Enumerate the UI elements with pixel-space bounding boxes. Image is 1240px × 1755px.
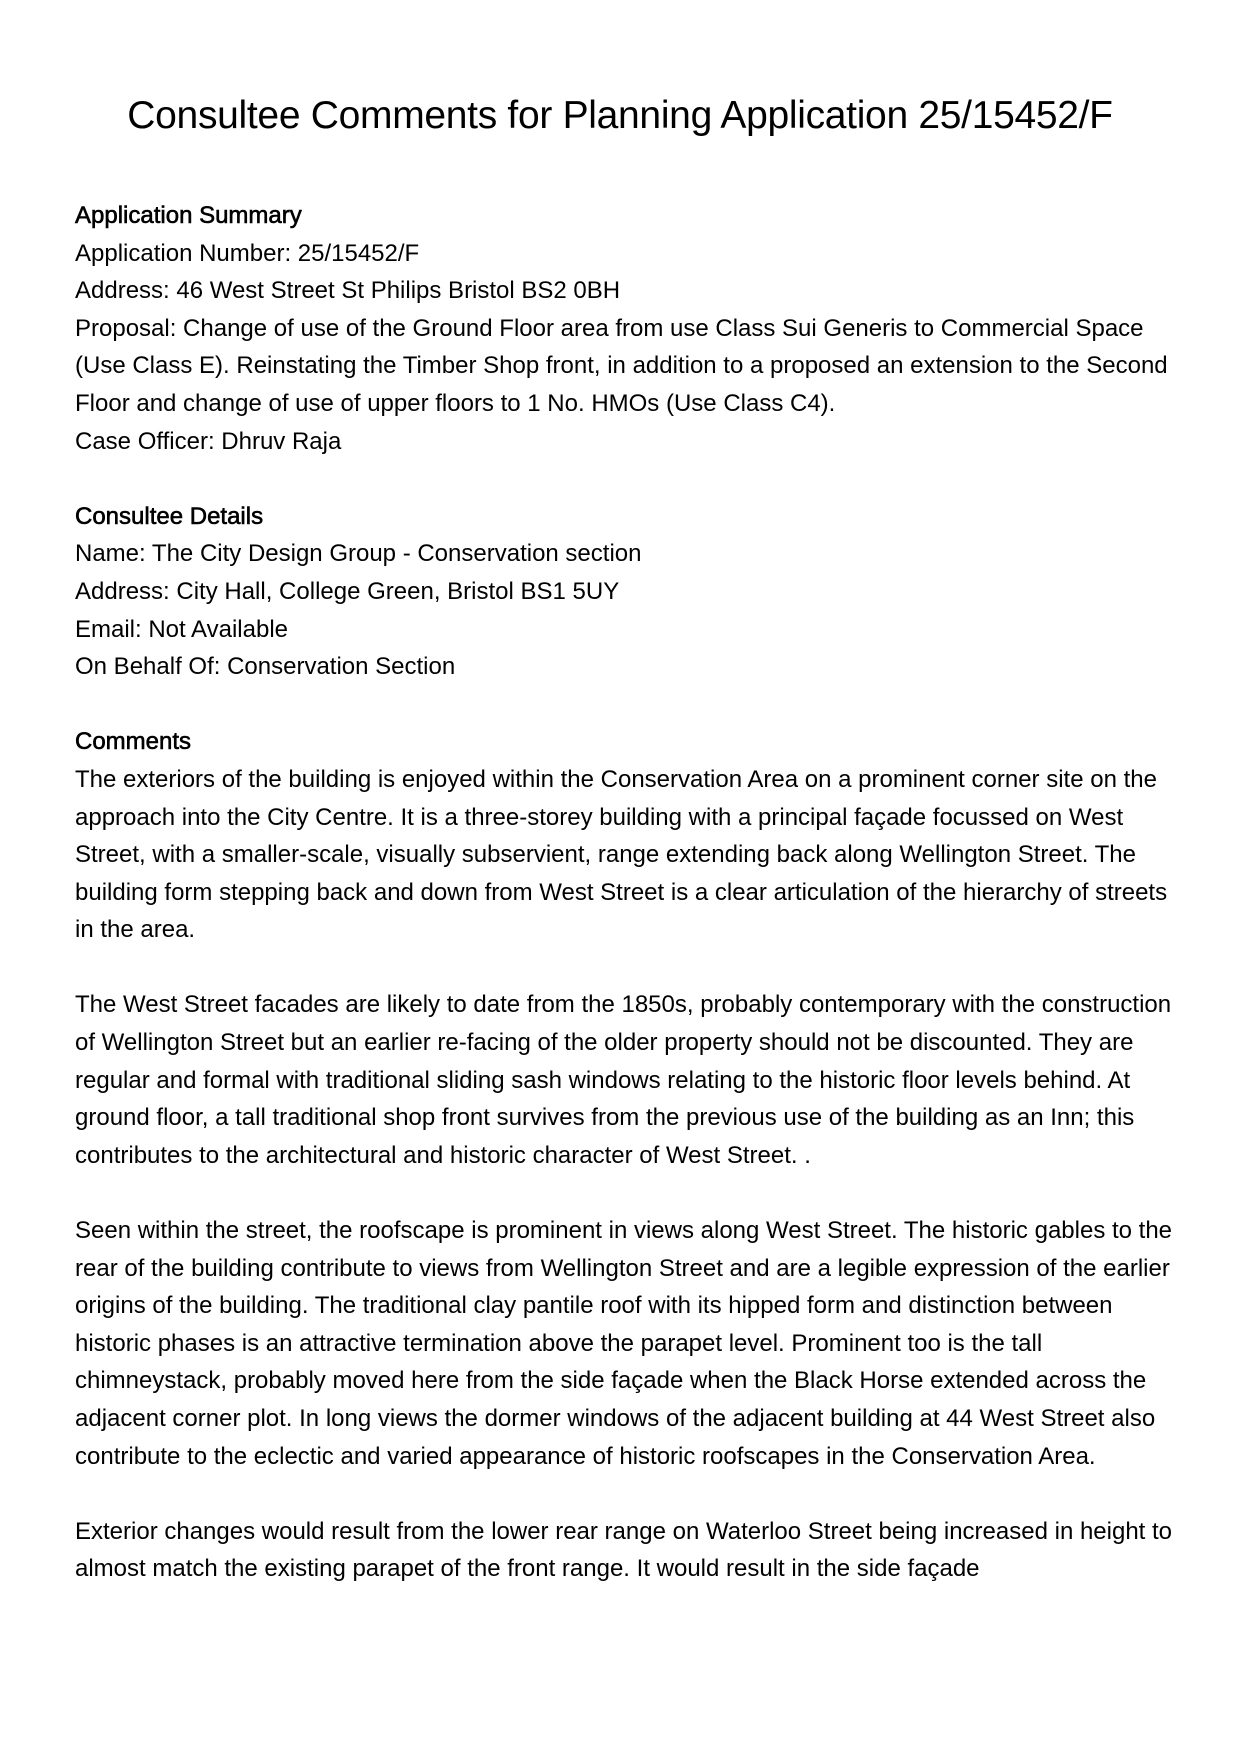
comment-paragraph: Exterior changes would result from the lower rear range on Waterloo Street being increased in height to almost match the existing parapet of the front range. It would result in the side façade [75, 1517, 1173, 1583]
document-body [75, 197, 1175, 1588]
consultee-address: Address: City Hall, College Green, Bristol BS1 5UY [75, 577, 620, 605]
consultee-on-behalf-of: On Behalf Of: Conservation Section [75, 653, 456, 681]
application-address: Address: 46 West Street St Philips Bristol BS2 0BH [75, 277, 621, 305]
consultee-details-section [75, 498, 1175, 686]
paragraph-spacer [75, 949, 1175, 987]
application-summary-section [75, 197, 1175, 460]
consultee-details-heading: Consultee Details [75, 502, 264, 530]
comment-paragraph: Seen within the street, the roofscape is prominent in views along West Street. The historic gables to the rear of the building contribute to views from Wellington Street and are a legible expression of the earlier origins of the building. The traditional clay pantile roof with its hipped form and distinction between historic phases is an attractive termination above the parapet level. Prominent too is the tall chimneystack, probably moved here from the side façade when the Black Horse extended across the adjacent corner plot. In long views the dormer windows of the adjacent building at 44 West Street also contribute to the eclectic and varied appearance of historic roofscapes in the Conservation Area. [75, 1217, 1173, 1470]
section-spacer [75, 460, 1175, 498]
consultee-name: Name: The City Design Group - Conservation section [75, 540, 642, 568]
paragraph-spacer [75, 1174, 1175, 1212]
comments-heading: Comments [75, 728, 192, 756]
application-number: Application Number: 25/15452/F [75, 239, 420, 267]
section-spacer [75, 686, 1175, 724]
consultee-email: Email: Not Available [75, 615, 288, 643]
case-officer: Case Officer: Dhruv Raja [75, 427, 342, 455]
comment-paragraph: The West Street facades are likely to date from the 1850s, probably contemporary with the construction of Wellington Street but an earlier re-facing of the older property should not be discounted. They are regular and formal with traditional sliding sash windows relating to the historic floor levels behind. At ground floor, a tall traditional shop front survives from the previous use of the building as an Inn; this contributes to the architectural and historic character of West Street. . [75, 991, 1172, 1169]
application-summary-heading: Application Summary [75, 202, 302, 229]
comments-section [75, 723, 1175, 1588]
application-proposal: Proposal: Change of use of the Ground Floor area from use Class Sui Generis to Commercial Space (Use Class E). Reinstating the Timber Shop front, in addition to a proposed an extension to the Second Floor and change of use of upper floors to 1 No. HMOs (Use Class C4). [75, 314, 1168, 417]
paragraph-spacer [75, 1475, 1175, 1513]
comment-paragraph: The exteriors of the building is enjoyed within the Conservation Area on a prominent corner site on the approach into the City Centre. It is a three-storey building with a principal façade focussed on West Street, with a smaller-scale, visually subservient, range extending back along Wellington Street. The building form stepping back and down from West Street is a clear articulation of the hierarchy of streets in the area. [75, 765, 1168, 944]
page-title: Consultee Comments for Planning Application 25/15452/F [127, 94, 1113, 137]
